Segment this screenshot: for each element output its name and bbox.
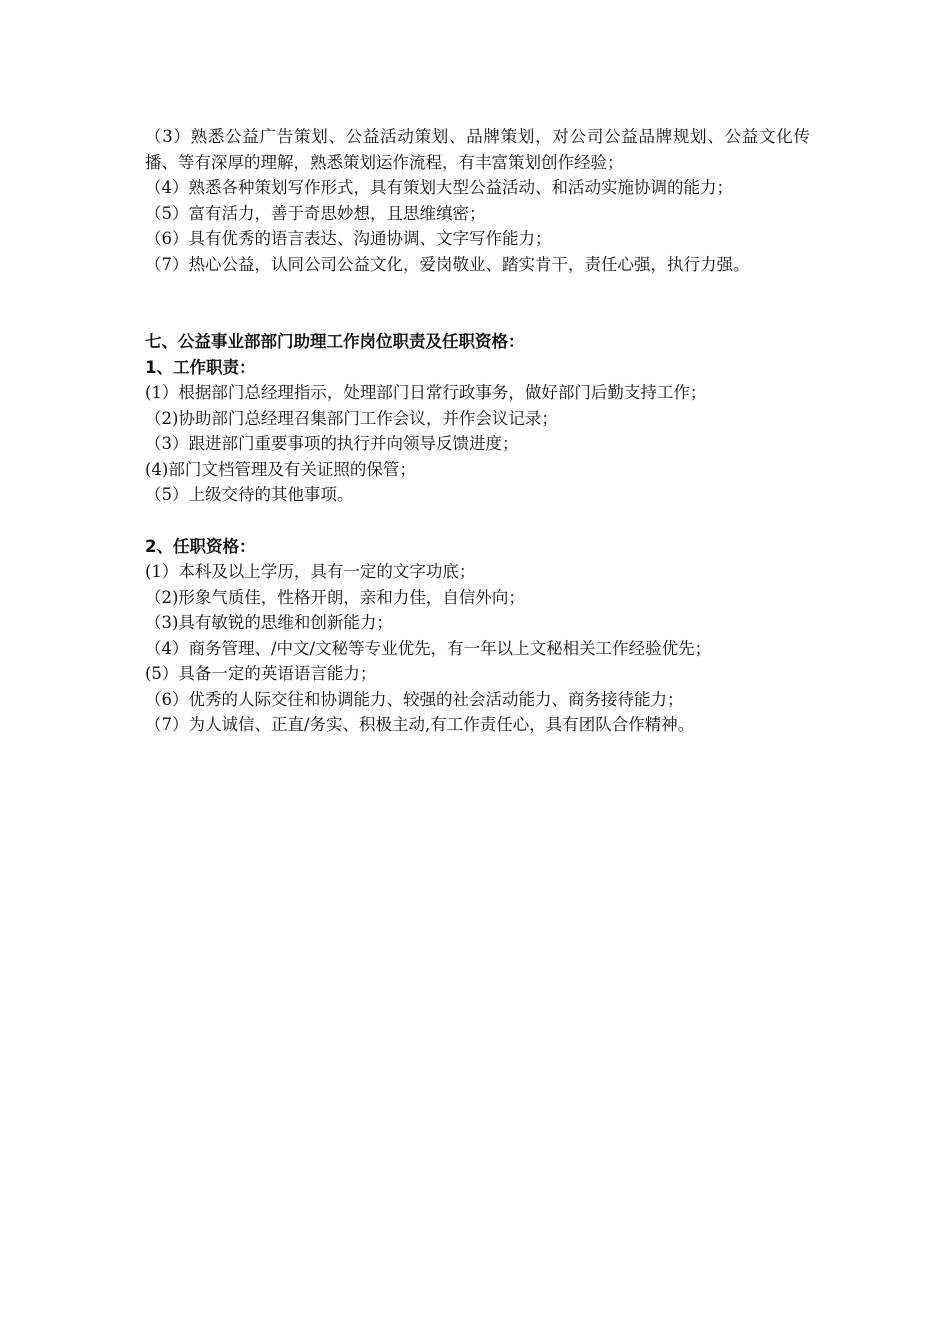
qualifications-heading: 2、任职资格： [145,536,256,556]
spacer [145,277,810,329]
list-item: （5）上级交待的其他事项。 [145,485,354,504]
duties-heading: 1、工作职责： [145,357,256,377]
list-item: （7）热心公益，认同公司公益文化，爱岗敬业、踏实肯干，责任心强，执行力强。 [145,254,750,274]
duties-list [145,380,810,508]
list-item: （7）为人诚信、正直/务实、积极主动,有工作责任心，具有团队合作精神。 [145,715,695,734]
qualifications-list [145,559,810,738]
document-page [145,124,810,738]
list-item: （2)形象气质佳，性格开朗，亲和力佳，自信外向； [145,587,525,607]
section-7 [145,329,810,738]
list-item: （2)协助部门总经理召集部门工作会议，并作会议记录； [145,408,558,428]
list-item: （6）优秀的人际交往和协调能力、较强的社会活动能力、商务接待能力； [145,689,684,709]
list-item: （4）商务管理、/中文/文秘等专业优先，有一年以上文秘相关工作经验优先； [145,638,712,658]
list-item: (1）根据部门总经理指示，处理部门日常行政事务，做好部门后勤支持工作； [145,383,707,402]
list-item: (5）具备一定的英语语言能力； [145,664,377,683]
section-6-qualifications-continued [145,124,810,277]
list-item: （3)具有敏锐的思维和创新能力； [145,613,393,632]
section-title: 七、公益事业部部门助理工作岗位职责及任职资格： [145,332,525,351]
list-item: （3）熟悉公益广告策划、公益活动策划、品牌策划，对公司公益品牌规划、公益文化传播、等有深厚的理解，熟悉策划运作流程，有丰富策划创作经验； [145,127,810,172]
list-item: (4)部门文档管理及有关证照的保管； [145,459,416,479]
list-item: （6）具有优秀的语言表达、沟通协调、文字写作能力； [145,229,552,248]
spacer [145,508,810,534]
list-item: （3）跟进部门重要事项的执行并向领导反馈进度； [145,434,519,453]
list-item: （4）熟悉各种策划写作形式，具有策划大型公益活动、和活动实施协调的能力； [145,178,733,197]
list-item: （5）富有活力，善于奇思妙想，且思维缜密； [145,203,486,223]
list-item: (1）本科及以上学历，具有一定的文字功底； [145,562,476,581]
